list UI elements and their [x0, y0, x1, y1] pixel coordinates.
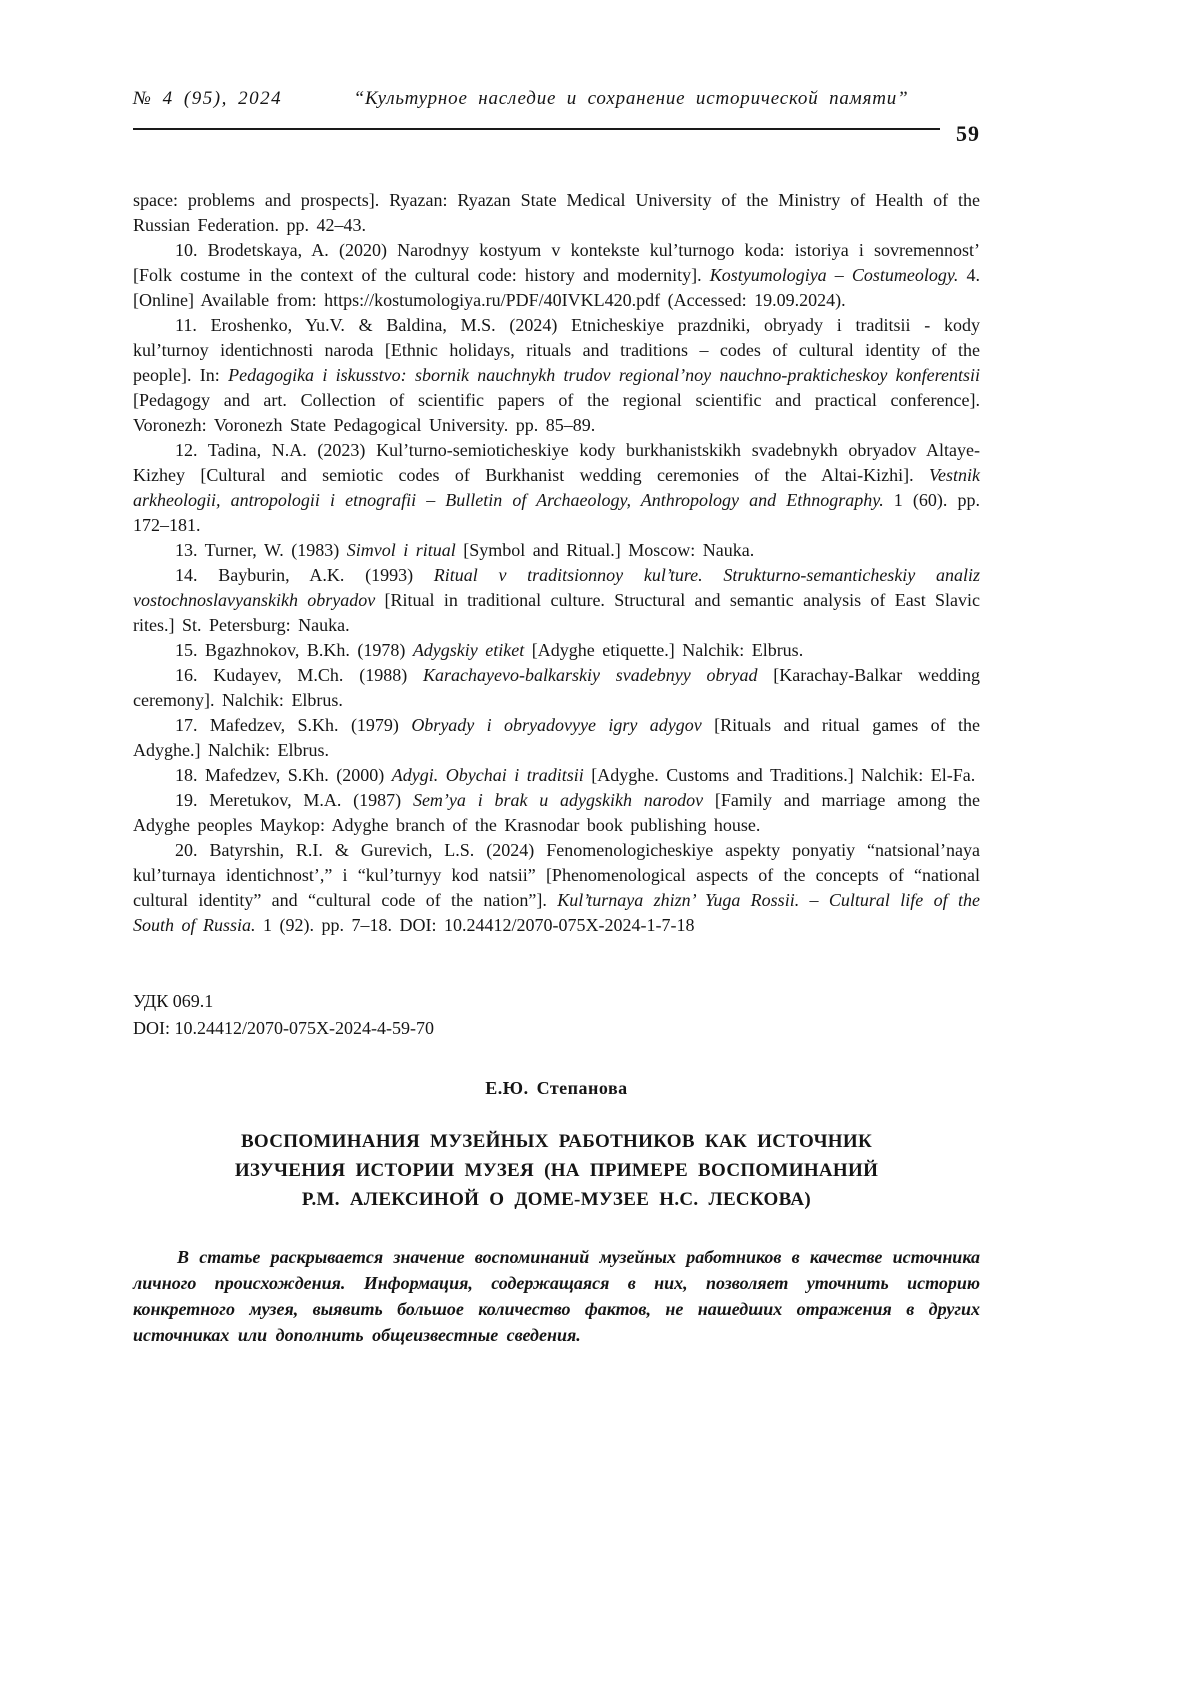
reference-title-segment: Adygskiy etiket: [412, 640, 525, 660]
reference-title-segment: Sem’ya i brak u adygskikh narodov: [412, 790, 704, 810]
article-meta: [133, 988, 980, 1042]
reference-text-segment: [Symbol and Ritual.] Moscow: Nauka.: [455, 540, 755, 560]
reference-title-segment: Ritual v traditsionnoy kul’ture. Strukturno-semanticheskiy analiz vostochnoslavyanskikh obryadov: [133, 565, 980, 610]
reference-text-segment: 15. Bgazhnokov, B.Kh. (1978): [175, 640, 413, 660]
reference-continuation: space: problems and prospects]. Ryazan: Ryazan State Medical University of the Ministry of Health of the Russian Federation. pp. 42–43.: [133, 190, 980, 235]
reference-text-segment: 20. Batyrshin, R.I. & Gurevich, L.S. (2024) Fenomenologicheskiye aspekty ponyatiy “natsional’naya kul’turnaya identichnost’,” i “kul’turnyy kod natsii” [Phenomenological aspects of the concepts of “national cultural identity” and “cultural code of the nation”].: [133, 840, 980, 910]
header-row: [133, 88, 980, 110]
article-author: Е.Ю. Степанова: [485, 1078, 628, 1098]
reference-item: [133, 638, 980, 663]
reference-item: [133, 563, 980, 638]
page-body: [133, 188, 980, 1348]
article-abstract: В статье раскрывается значение воспоминаний музейных работников в качестве источника личного происхождения. Информация, содержащаяся в них, позволяет уточнить историю конкретного музея, выявить большое количество фактов, не нашедших отражения в других источниках или дополнить общеизвестные сведения.: [133, 1247, 980, 1345]
reference-text-segment: 11. Eroshenko, Yu.V. & Baldina, M.S. (2024) Etnicheskiye prazdniki, obryady i traditsii - kody kul’turnoy identichnosti naroda [Ethnic holidays, rituals and traditions – codes of cultural identity of the people]. In:: [133, 315, 980, 385]
reference-title-segment: Kul’turnaya zhizn’ Yuga Rossii. – Cultural life of the South of Russia.: [133, 890, 980, 935]
reference-text-segment: [Adyghe. Customs and Traditions.] Nalchik: El-Fa.: [583, 765, 976, 785]
doi-code: DOI: 10.24412/2070-075X-2024-4-59-70: [133, 1018, 434, 1038]
udk-code: УДК 069.1: [133, 991, 214, 1011]
page-header: [133, 88, 980, 146]
reference-item: [133, 438, 980, 538]
reference-title-segment: Vestnik arkheologii, antropologii i etnografii – Bulletin of Archaeology, Anthropology and Ethnography.: [133, 465, 980, 510]
reference-item: [133, 313, 980, 438]
reference-text-segment: 4. [Online] Available from: https://kostumologiya.ru/PDF/40IVKL420.pdf (Accessed: 19.09.2024).: [133, 265, 981, 310]
reference-text-segment: 13. Turner, W. (1983): [175, 540, 347, 560]
issue-number: № 4 (95), 2024: [133, 88, 283, 109]
article-title: [133, 1127, 980, 1214]
article-title-line: ВОСПОМИНАНИЯ МУЗЕЙНЫХ РАБОТНИКОВ КАК ИСТОЧНИК: [240, 1131, 873, 1152]
reference-title-segment: Adygi. Obychai i traditsii: [391, 765, 584, 785]
reference-item: [133, 538, 980, 563]
reference-item: [133, 663, 980, 713]
reference-item: [133, 713, 980, 763]
reference-text-segment: 10. Brodetskaya, A. (2020) Narodnyy kostyum v kontekste kul’turnogo koda: istoriya i sovremennost’ [Folk costume in the context of the cultural code: history and modernity].: [133, 240, 980, 285]
reference-title-segment: Pedagogika i iskusstvo: sbornik nauchnykh trudov regional’noy nauchno-prakticheskoy konferentsii: [228, 365, 980, 385]
reference-item: [133, 838, 980, 938]
header-rule-row: [133, 116, 980, 146]
reference-title-segment: Kostyumologiya – Costumeology.: [709, 265, 959, 285]
reference-text-segment: [Ritual in traditional culture. Structural and semantic analysis of East Slavic rites.] St. Petersburg: Nauka.: [133, 590, 981, 635]
article-title-line: ИЗУЧЕНИЯ ИСТОРИИ МУЗЕЯ (НА ПРИМЕРЕ ВОСПОМИНАНИЙ: [234, 1160, 879, 1181]
reference-item: [133, 763, 980, 788]
reference-text-segment: 16. Kudayev, M.Ch. (1988): [175, 665, 423, 685]
reference-text-segment: [Adyghe etiquette.] Nalchik: Elbrus.: [524, 640, 804, 660]
reference-text-segment: 12. Tadina, N.A. (2023) Kul’turno-semioticheskiye kody burkhanistskikh svadebnykh obryadov Altaye-Kizhey [Cultural and semiotic codes of Burkhanist wedding ceremonies of the Altai-Kizhi].: [133, 440, 980, 485]
reference-item: [133, 238, 980, 313]
reference-text-segment: 19. Meretukov, M.A. (1987): [175, 790, 413, 810]
reference-text-segment: 1 (60). pp. 172–181.: [133, 490, 980, 535]
reference-text-segment: 18. Mafedzev, S.Kh. (2000): [175, 765, 392, 785]
reference-text-segment: [Rituals and ritual games of the Adyghe.] Nalchik: Elbrus.: [133, 715, 980, 760]
header-rule: [133, 128, 940, 130]
journal-title: “Культурное наследие и сохранение исторической памяти”: [353, 88, 909, 109]
reference-title-segment: Simvol i ritual: [346, 540, 456, 560]
reference-text-segment: 14. Bayburin, A.K. (1993): [175, 565, 434, 585]
reference-text-segment: 17. Mafedzev, S.Kh. (1979): [175, 715, 412, 735]
reference-title-segment: Karachayevo-balkarskiy svadebnyy obryad: [423, 665, 758, 685]
reference-item: [133, 788, 980, 838]
article-title-line: Р.М. АЛЕКСИНОЙ О ДОМЕ-МУЗЕЕ Н.С. ЛЕСКОВА): [301, 1189, 812, 1210]
reference-text-segment: 1 (92). pp. 7–18. DOI: 10.24412/2070-075X-2024-1-7-18: [255, 915, 695, 935]
reference-text-segment: [Pedagogy and art. Collection of scientific papers of the regional scientific and practical conference]. Voronezh: Voronezh State Pedagogical University. pp. 85–89.: [133, 390, 980, 435]
reference-text-segment: [Karachay-Balkar wedding ceremony]. Nalchik: Elbrus.: [133, 665, 980, 710]
reference-text-segment: [Family and marriage among the Adyghe peoples Maykop: Adyghe branch of the Krasnodar book publishing house.: [133, 790, 980, 835]
reference-title-segment: Obryady i obryadovyye igry adygov: [411, 715, 702, 735]
page-number: 59: [956, 121, 980, 146]
references-list: [133, 238, 980, 938]
